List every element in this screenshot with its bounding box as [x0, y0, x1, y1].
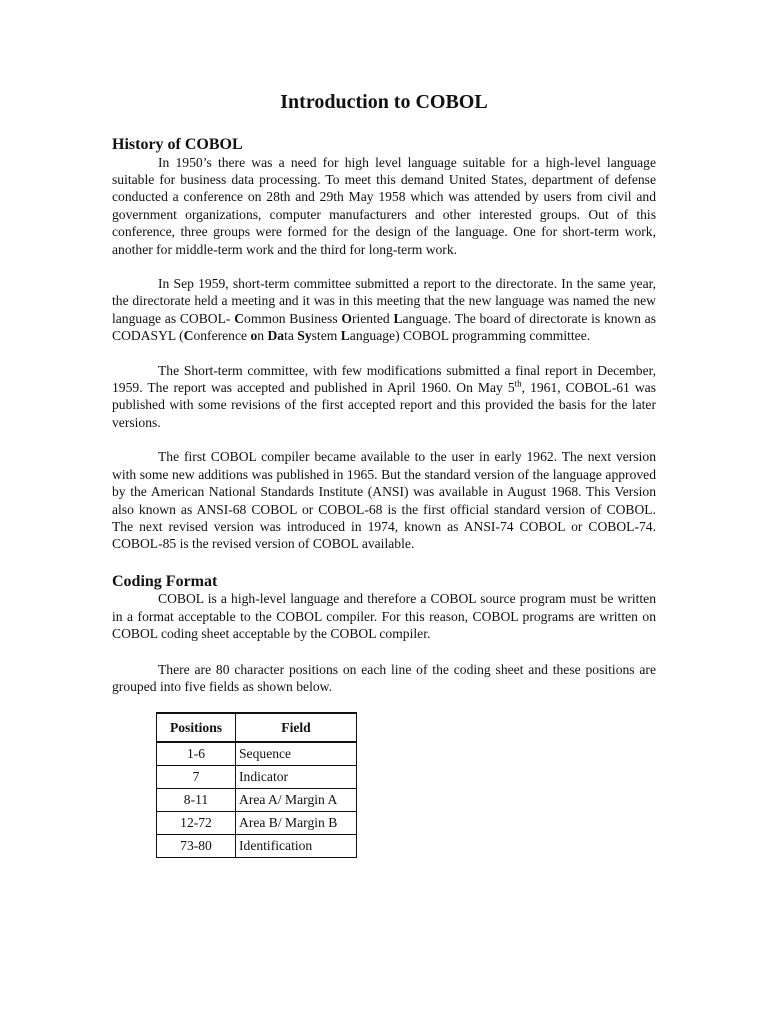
table-row [157, 766, 357, 789]
text-run: The Short-term committee, with few modifications submitted a final report in December, 1959. The report was accepted and published in April 1960. On May 5 [112, 362, 656, 396]
acronym-letter: Da [267, 328, 285, 344]
text-run: ta [284, 328, 298, 344]
acronym-letter: L [393, 310, 403, 326]
document-page [112, 90, 656, 858]
text-run: anguage. The board of directorate is known as CODASYL ( [112, 310, 657, 344]
text-run: anguage) COBOL programming committee. [349, 328, 591, 344]
section-heading-history: History of COBOL [112, 136, 243, 153]
history-paragraph-1: In 1950’s there was a need for high level language suitable for a high-level language suitable for business data processing. To meet this demand United States, department of defense conducted a conference on 28th and 29th May 1958 which was attended by users from civil and government organizations, computer manufacturers and other interested groups. Out of this conference, three groups were formed for the design of the language. One for short-term work, another for middle-term work and the third for long-term work. [112, 154, 656, 257]
cell-field: Area A/ Margin A [236, 789, 357, 812]
text-run: stem [311, 328, 341, 344]
cell-field: Area B/ Margin B [236, 812, 357, 835]
cell-positions: 1-6 [157, 742, 236, 766]
cell-positions: 12-72 [157, 812, 236, 835]
text-run: In Sep 1959, short-term committee submitted a report to the directorate. In the same year, the directorate held a meeting and it was in this meeting that the new language was named the new language as COBOL- [112, 276, 656, 326]
history-paragraph-2 [112, 275, 656, 345]
coding-paragraph-2: There are 80 character positions on each line of the coding sheet and these positions are grouped into five fields as shown below. [112, 661, 656, 694]
column-header-positions: Positions [157, 713, 236, 742]
cell-positions: 8-11 [157, 789, 236, 812]
text-run: , 1961, COBOL-61 was published with some revisions of the first accepted report and this provided the basis for the later versions. [112, 380, 656, 430]
cell-positions: 73-80 [157, 835, 236, 858]
history-paragraph-4: The first COBOL compiler became available to the user in early 1962. The next version with some new additions was published in 1965. But the standard version of the language approved by the American National Standards Institute (ANSI) was available in August 1968. This Version also known as ANSI-68 COBOL or COBOL-68 is the first official standard version of COBOL. The next revised version was introduced in 1974, known as ANSI-74 COBOL or COBOL-74. COBOL-85 is the revised version of COBOL available. [112, 449, 656, 552]
text-run: riented [351, 310, 394, 326]
acronym-letter: o [250, 328, 258, 344]
text-run: n [257, 328, 268, 344]
table-row [157, 812, 357, 835]
cell-positions: 7 [157, 766, 236, 789]
section-heading-coding-format: Coding Format [112, 572, 218, 590]
acronym-letter: C [183, 328, 194, 344]
superscript: th [514, 378, 522, 389]
page-title: Introduction to COBOL [280, 91, 488, 113]
coding-paragraph-1: COBOL is a high-level language and therefore a COBOL source program must be written in a format acceptable to the COBOL compiler. For this reason, COBOL programs are written on COBOL coding sheet acceptable by the COBOL compiler. [112, 591, 656, 642]
table-row [157, 835, 357, 858]
table-row [157, 742, 357, 766]
column-header-field: Field [236, 713, 357, 742]
cell-field: Indicator [236, 766, 357, 789]
text-run: ommon Business [244, 310, 342, 326]
acronym-letter: O [341, 310, 352, 326]
acronym-letter: C [234, 310, 245, 326]
table-row [157, 789, 357, 812]
table-header-row [157, 713, 357, 742]
history-paragraph-3 [112, 362, 656, 432]
acronym-letter: L [340, 328, 350, 344]
acronym-letter: Sy [297, 328, 312, 344]
coding-fields-table [156, 712, 357, 858]
text-run: onference [193, 328, 251, 344]
cell-field: Sequence [236, 742, 357, 766]
cell-field: Identification [236, 835, 357, 858]
